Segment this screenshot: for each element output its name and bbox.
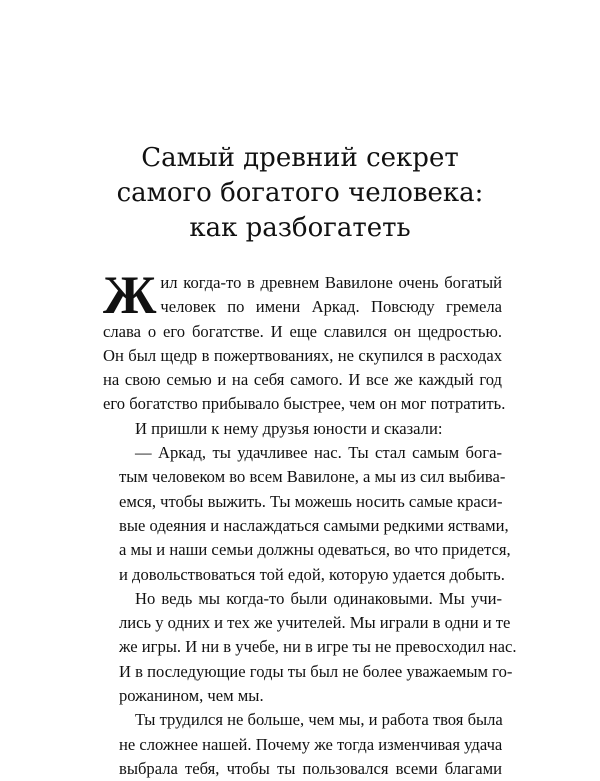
paragraph-5 <box>103 708 502 781</box>
text-line: Но ведь мы когда-то были одинаковыми. Мы учи- <box>135 588 502 608</box>
chapter-title-line-1: Самый древний секрет <box>141 143 459 173</box>
chapter-title-line-2: самого богатого человека: <box>116 178 484 208</box>
text-line: слава о его богатстве. И еще славился он щедростью. <box>103 321 502 341</box>
text-line: емся, чтобы выжить. Ты можешь носить самые краси- <box>119 491 503 511</box>
chapter-title-line-3: как разбогатеть <box>189 213 411 243</box>
text-line: человек по имени Аркад. Повсюду гремела <box>160 297 502 317</box>
chapter-body <box>103 265 517 781</box>
text-line: лись у одних и тех же учителей. Мы играли в одни и те <box>119 613 511 633</box>
text-line: — Аркад, ты удачливее нас. Ты стал самым бога- <box>135 443 502 463</box>
paragraph-2 <box>103 417 502 441</box>
paragraph-4 <box>103 587 517 708</box>
chapter-title <box>0 141 600 246</box>
text-line: не сложнее нашей. Почему же тогда изменчивая удача <box>119 734 503 754</box>
text-line: на свою семью и на себя самого. И все же каждый год <box>103 370 502 390</box>
text-line: Он был щедр в пожертвованиях, не скупился в расходах <box>103 345 502 365</box>
paragraph-3 <box>103 441 511 587</box>
drop-cap-letter: Ж <box>103 265 157 325</box>
text-line: тым человеком во всем Вавилоне, а мы из сил выбива- <box>119 467 506 487</box>
text-line: выбрала тебя, чтобы ты пользовался всеми благами <box>119 758 502 778</box>
text-line: И в последующие годы ты был не более уважаемым го- <box>119 661 513 681</box>
text-line: вые одеяния и наслаждаться самыми редкими яствами, <box>119 515 509 535</box>
text-line: рожанином, чем мы. <box>119 686 264 706</box>
text-line: а мы и наши семьи должны одеваться, во что придется, <box>119 540 511 560</box>
text-line: же игры. И ни в учебе, ни в игре ты не превосходил нас. <box>119 637 517 657</box>
text-line: И пришли к нему друзья юности и сказали: <box>135 418 443 438</box>
text-line: и довольствоваться той едой, которую удается добыть. <box>119 564 505 584</box>
text-line: ил когда-то в древнем Вавилоне очень богатый <box>160 273 502 292</box>
text-line: его богатство прибывало быстрее, чем он мог потратить. <box>103 394 506 414</box>
text-line: Ты трудился не больше, чем мы, и работа твоя была <box>135 710 503 730</box>
paragraph-1 <box>103 265 506 417</box>
